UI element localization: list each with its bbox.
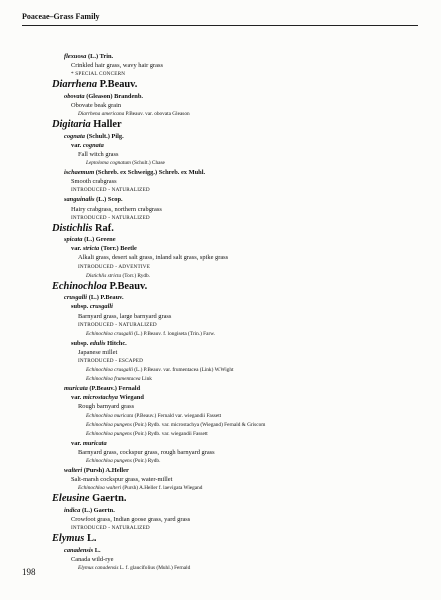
synonym-entry (0, 366, 441, 375)
species-author: (P.Beauv.) Fernald (89, 385, 141, 393)
genus-author: P.Beauv. (109, 280, 148, 292)
infraspecific-epithet: cognata (82, 141, 104, 149)
synonym-name: Leptoloma cognatum (86, 160, 131, 167)
species-author: (L.) Scop. (96, 196, 123, 204)
synonym-name: Echinochloa pungens (86, 430, 132, 437)
synonym-name: Distichlis stricta (86, 272, 122, 279)
infraspecific-entry (0, 339, 441, 348)
taxon-list (0, 52, 441, 573)
synonym-author: L. f. glaucifolius (Muhl.) Fernald (119, 565, 191, 572)
common-names-text: Hairy crabgrass, northern crabgrass (71, 205, 162, 213)
common-names-text: Japanese millet (78, 348, 118, 356)
species-author: (L.) P.Beauv. (88, 294, 124, 302)
common-names (0, 312, 441, 321)
synonym-author: (L.) P.Beauv. var. frumentacea (Link) W.Wight (134, 367, 234, 374)
infraspecific-epithet: edulis (89, 339, 106, 347)
infraspecific-author: Hitchc. (107, 339, 127, 347)
status-note (0, 524, 441, 533)
common-names (0, 515, 441, 524)
infraspecific-author: Wiegand (119, 394, 144, 402)
page-number: 198 (22, 567, 36, 577)
species-epithet: crusgalli (64, 294, 88, 302)
genus-name: Echinochloa (52, 280, 107, 292)
rank-prefix: subsp. (71, 339, 89, 347)
status-note (0, 70, 441, 79)
synonym-author: (L.) P.Beauv. f. longiseta (Trin.) Farw. (134, 330, 216, 337)
synonym-name: Diarrhena americana (78, 111, 125, 118)
species-epithet: cognata (64, 132, 85, 140)
synonym-name: Echinochloa frumentacea (86, 376, 141, 383)
status-text: INTRODUCED - NATURALIZED (71, 187, 150, 194)
infraspecific-entry (0, 393, 441, 402)
synonym-name: Echinochloa pungens (86, 421, 132, 428)
rank-prefix: var. (71, 439, 82, 447)
infraspecific-epithet: microstachya (82, 394, 119, 402)
genus-heading (0, 119, 441, 132)
species-author: (Pursh) A.Heller (83, 467, 129, 475)
species-epithet: canadensis (64, 546, 94, 554)
common-names-text: Fall witch grass (78, 150, 119, 158)
common-names (0, 475, 441, 484)
species-entry (0, 466, 441, 475)
synonym-entry (0, 421, 441, 430)
status-text: INTRODUCED - ESCAPED (78, 358, 144, 364)
species-author: (L.) Trin. (87, 53, 114, 60)
genus-name: Digitaria (52, 119, 91, 131)
synonym-name: Elymus canadensis (78, 565, 119, 572)
common-names-text: Alkali grass, desert salt grass, inland salt grass, spike grass (78, 254, 229, 262)
synonym-entry (0, 457, 441, 466)
rank-prefix: var. (71, 394, 82, 402)
species-entry (0, 293, 441, 302)
synonym-author: (Pursh) A.Heller f. laevigata Wiegand (122, 485, 203, 492)
common-names (0, 150, 441, 159)
synonym-author: (Torr.) Rydb. (122, 272, 151, 279)
species-epithet: obovata (64, 92, 85, 100)
genus-name: Eleusine (52, 493, 90, 505)
species-author: (L.) Gaertn. (81, 507, 115, 514)
common-names (0, 555, 441, 564)
common-names (0, 348, 441, 357)
synonym-entry (0, 564, 441, 573)
genus-heading (0, 281, 441, 294)
synonym-name: Echinochloa crusgalli (86, 367, 133, 374)
species-entry (0, 235, 441, 244)
status-note (0, 357, 441, 366)
genus-name: Diarrhena (52, 79, 98, 91)
common-names-text: Barnyard grass, large barnyard grass (78, 312, 172, 320)
synonym-author: Link (141, 376, 152, 383)
synonym-author: (Poir.) Rydb. var. wiegandii Fassett (133, 430, 208, 437)
species-entry (0, 384, 441, 393)
common-names-text: Canada wild-rye (71, 555, 114, 563)
common-names-text: Crowfoot grass, Indian goose grass, yard grass (71, 516, 191, 524)
synonym-entry (0, 110, 441, 119)
species-entry (0, 546, 441, 555)
synonym-author: (Schult.) Chase (132, 160, 165, 167)
infraspecific-entry (0, 141, 441, 150)
genus-author: Raf. (95, 222, 114, 234)
species-entry (0, 506, 441, 515)
species-epithet: sanguinalis (64, 196, 95, 204)
species-epithet: spicata (64, 236, 83, 244)
genus-heading (0, 79, 441, 92)
common-names-text: Rough barnyard grass (78, 403, 135, 411)
species-epithet: muricata (64, 385, 88, 393)
common-names-text: Smooth crabgrass (71, 178, 117, 186)
species-author: (L.) Greene (84, 236, 116, 244)
species-entry (0, 168, 441, 177)
synonym-entry (0, 412, 441, 421)
species-epithet: ischaemum (64, 169, 95, 177)
synonym-author: P.Beauv. var. obovata Gleason (125, 111, 190, 118)
infraspecific-entry (0, 244, 441, 253)
common-names (0, 61, 441, 70)
status-text: INTRODUCED - NATURALIZED (71, 214, 150, 221)
genus-heading (0, 493, 441, 506)
status-note (0, 321, 441, 330)
infraspecific-author: (Torr.) Beetle (100, 245, 137, 253)
synonym-author: (Poir.) Rydb. var. microstachya (Wiegand) Fernald & Griscom (133, 421, 266, 428)
status-note (0, 263, 441, 272)
species-entry (0, 195, 441, 204)
synonym-entry (0, 330, 441, 339)
running-header: Poaceae–Grass Family (22, 12, 100, 21)
genus-author: L. (86, 533, 97, 545)
genus-author: Gaertn. (92, 493, 127, 505)
infraspecific-epithet: muricata (82, 439, 107, 447)
synonym-entry (0, 430, 441, 439)
synonym-name: Echinochloa crusgalli (86, 330, 133, 337)
common-names (0, 253, 441, 262)
status-note (0, 186, 441, 195)
common-names-text: Obovate beak grain (71, 101, 122, 109)
synonym-entry (0, 484, 441, 493)
species-epithet: flexuosa (64, 53, 87, 60)
status-text: INTRODUCED - ADVENTIVE (78, 263, 151, 270)
species-author: (Schreb. ex Schweigg.) Schreb. ex Muhl. (95, 169, 206, 177)
synonym-author: (P.Beauv.) Fernald var. wiegandii Fassett (134, 412, 222, 419)
infraspecific-entry (0, 302, 441, 311)
species-epithet: indica (64, 507, 81, 514)
species-entry (0, 92, 441, 101)
common-names (0, 402, 441, 411)
rank-prefix: var. (71, 141, 82, 149)
infraspecific-entry (0, 439, 441, 448)
common-names (0, 177, 441, 186)
synonym-name: Echinochloa walteri (78, 485, 122, 492)
species-author: L. (94, 546, 101, 554)
genus-heading (0, 533, 441, 546)
common-names-text: Salt-marsh cockspur grass, water-millet (71, 476, 173, 484)
status-text: INTRODUCED - NATURALIZED (71, 525, 150, 532)
common-names-text: Barnyard grass, cockspur grass, rough barnyard grass (78, 448, 215, 456)
infraspecific-epithet: stricta (82, 245, 100, 253)
synonym-name: Echinochloa pungens (86, 458, 132, 465)
status-text: INTRODUCED - NATURALIZED (78, 321, 157, 328)
species-epithet: walteri (64, 467, 83, 475)
rank-prefix: var. (71, 245, 82, 253)
rank-prefix: subsp. (71, 303, 89, 311)
species-entry (0, 132, 441, 141)
synonym-name: Echinochloa muricata (86, 412, 134, 419)
genus-name: Elymus (52, 533, 85, 545)
synonym-entry (0, 375, 441, 384)
common-names (0, 101, 441, 110)
common-names (0, 448, 441, 457)
species-author: (Gleason) Brandenb. (86, 92, 144, 100)
common-names (0, 205, 441, 214)
header-rule (22, 25, 418, 26)
genus-author: Haller (93, 119, 122, 131)
synonym-entry (0, 159, 441, 168)
common-names-text: Crinkled hair grass, wavy hair grass (71, 62, 163, 70)
genus-author: P.Beauv. (99, 79, 138, 91)
infraspecific-epithet: crusgalli (89, 303, 113, 311)
genus-heading (0, 223, 441, 236)
species-entry (0, 52, 441, 61)
genus-name: Distichlis (52, 222, 93, 234)
status-note (0, 214, 441, 223)
synonym-author: (Poir.) Rydb. (133, 458, 161, 465)
status-text: * SPECIAL CONCERN (71, 71, 126, 78)
species-author: (Schult.) Pilg. (86, 132, 124, 140)
synonym-entry (0, 272, 441, 281)
